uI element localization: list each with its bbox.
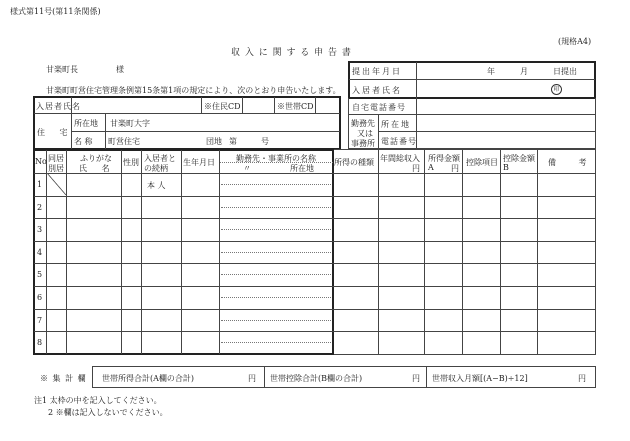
col-annual-income: 年間総収入 <box>380 154 420 163</box>
building-label: 第 <box>229 137 237 146</box>
col-income-amount: 所得金額 <box>428 154 460 163</box>
row-number: 2 <box>37 203 43 212</box>
workplace-address-label: 所在地 <box>381 120 411 129</box>
col-deduction-b: B <box>503 163 509 172</box>
resident-cd-label: ※住民CD <box>204 102 241 111</box>
col-annual-yen: 円 <box>412 164 420 173</box>
household-cd-label: ※世帯CD <box>277 102 314 111</box>
submitter-name-label: 入居者氏名 <box>352 86 402 95</box>
complex-label: 団地 <box>206 137 222 146</box>
day-submitted-label: 日提出 <box>553 67 577 76</box>
household-income-total: 世帯所得合計(A欄の合計) <box>102 374 195 383</box>
location-label: 所在地 <box>74 119 98 128</box>
col-income-yen: 円 <box>451 164 459 173</box>
col-income-a: A <box>428 163 434 172</box>
cohabit-slash <box>47 173 66 195</box>
household-deduction-yen: 円 <box>412 374 420 383</box>
col-workplace: 勤務先・事業所の名称 <box>236 154 316 163</box>
col-cohabit: 同居 <box>48 154 64 163</box>
col-furigana: ふりがな <box>80 154 112 163</box>
statement-text: 甘楽町町営住宅管理条例第15条第1項の規定により、次のとおり申告いたします。 <box>46 86 341 95</box>
workplace-divider <box>221 229 331 230</box>
col-ditto: 〃 <box>243 164 251 173</box>
honorific: 様 <box>116 65 124 74</box>
col-income-type: 所得の種類 <box>334 158 374 167</box>
note-2: 2 ※欄は記入しないでください。 <box>48 408 168 417</box>
paper-size: (規格A4) <box>558 37 592 46</box>
col-separate: 別居 <box>48 164 64 173</box>
col-relation-1: 入居者と <box>144 154 176 163</box>
col-gender: 性別 <box>123 158 139 167</box>
first-row-relation: 本 人 <box>147 181 166 190</box>
form-number: 様式第11号(第11条関係) <box>10 7 101 16</box>
col-deduction: 控除項目 <box>466 158 498 167</box>
resident-name-label: 入居者氏名 <box>36 102 81 111</box>
workplace-divider <box>221 320 331 321</box>
totals-label: ※ 集 計 欄 <box>40 374 87 383</box>
workplace-phone-label: 電話番号 <box>381 137 417 146</box>
workplace-divider <box>221 342 331 343</box>
col-name: 氏 名 <box>79 164 116 173</box>
household-deduction-total: 世帯控除合計(B欄の合計) <box>270 374 363 383</box>
facility-value: 町営住宅 <box>108 137 140 146</box>
home-phone-label: 自宅電話番号 <box>352 103 406 112</box>
row-number: 5 <box>37 270 43 279</box>
col-work-address: 所在地 <box>290 164 314 173</box>
addressee: 甘楽町長 <box>46 65 78 74</box>
col-relation-2: の続柄 <box>144 164 168 173</box>
row-number: 3 <box>37 225 43 234</box>
workplace-divider <box>221 207 331 208</box>
monthly-income-yen: 円 <box>578 374 586 383</box>
form-title: 収 入 に 関 す る 申 告 書 <box>231 48 352 58</box>
seal-mark <box>551 84 562 95</box>
workplace-label-2: 又は <box>357 129 373 138</box>
submission-date-label: 提出年月日 <box>352 67 402 76</box>
housing-label: 住 宅 <box>37 128 74 137</box>
note-1: 注1 太枠の中を記入してください。 <box>34 396 162 405</box>
month-label: 月 <box>520 67 528 76</box>
workplace-label-3: 事務所 <box>351 139 375 148</box>
col-deduction-amount: 控除金額 <box>503 154 535 163</box>
col-remarks: 備 考 <box>548 158 597 167</box>
col-birthdate: 生年月日 <box>183 158 215 167</box>
workplace-divider <box>221 184 331 185</box>
workplace-divider <box>221 252 331 253</box>
year-label: 年 <box>487 67 495 76</box>
workplace-divider <box>221 297 331 298</box>
facility-label: 名 称 <box>74 137 93 146</box>
workplace-divider <box>221 274 331 275</box>
row-number: 8 <box>37 338 43 347</box>
row-number: 7 <box>37 316 43 325</box>
location-value: 甘楽町大字 <box>110 119 150 128</box>
household-income-yen: 円 <box>248 374 256 383</box>
col-no: No <box>35 157 47 166</box>
workplace-label-1: 勤務先 <box>351 119 375 128</box>
monthly-income-total: 世帯収入月額[(A−B)÷12] <box>432 374 528 383</box>
seal-icon: 印 <box>551 84 562 95</box>
row-number: 6 <box>37 293 43 302</box>
row-number: 4 <box>37 248 43 257</box>
row-number: 1 <box>37 180 43 189</box>
room-label: 号 <box>261 137 269 146</box>
